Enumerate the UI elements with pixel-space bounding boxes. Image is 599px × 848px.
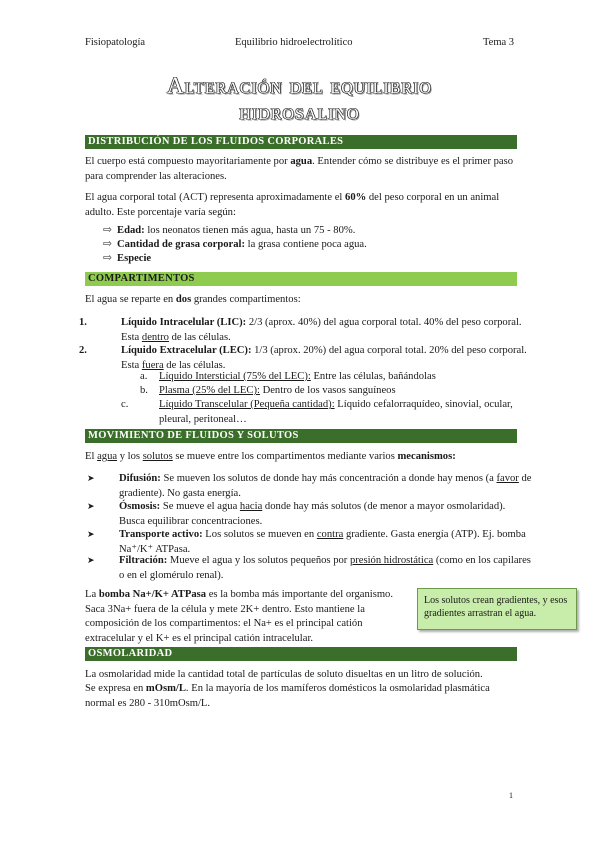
triangle-bullet-icon: ➤	[87, 501, 95, 511]
paragraph: El agua y los solutos se mueve entre los compartimentos mediante varios mecanismos:	[85, 451, 456, 462]
triangle-bullet-icon: ➤	[87, 529, 95, 539]
triangle-bullet-icon: ➤	[87, 555, 95, 565]
arrow-icon: ⇨	[103, 225, 112, 236]
list-item: b. Plasma (25% del LEC): Dentro de los vasos sanguíneos	[140, 385, 396, 396]
paragraph: El agua corporal total (ACT) representa aproximadamente el 60% del peso corporal en un animal adulto. Este porcentaje varía según:	[85, 192, 500, 218]
section-heading-compartimentos: COMPARTIMENTOS	[85, 272, 517, 286]
arrow-icon: ⇨	[103, 239, 112, 250]
header-unit: Tema 3	[483, 37, 515, 48]
list-item: 2. Líquido Extracelular (LEC): 1/3 (aprox. 20%) del agua corporal total. 20% del peso corporal. Esta fuera de las células.	[79, 345, 527, 371]
list-item: 1. Líquido Intracelular (LIC): 2/3 (aprox. 40%) del agua corporal total. 40% del peso corporal. Esta dentro de las células.	[79, 317, 522, 343]
paragraph: Se expresa en mOsm/L. En la mayoría de los mamíferos domésticos la osmolaridad plasmática normal es 280 - 310mOsm/L.	[85, 683, 490, 709]
list-item: ⇨ Especie	[103, 252, 517, 267]
list-item: a. Líquido Intersticial (75% del LEC): Entre las células, bañándolas	[140, 371, 436, 382]
callout-note: Los solutos crean gradientes, y esos gradientes arrastran el agua.	[417, 588, 577, 630]
section-heading-distribucion: DISTRIBUCIÓN DE LOS FLUIDOS CORPORALES	[85, 135, 517, 149]
page-title-line2: hidrosalino	[239, 99, 360, 124]
section-heading-osmolaridad: OSMOLARIDAD	[85, 647, 517, 661]
header-topic: Equilibrio hidroelectrolítico	[235, 37, 353, 48]
list-item: ➤ Transporte activo: Los solutos se mueven en contra gradiente. Gasta energía (ATP). Ej. bomba Na⁺/K⁺ ATPasa.	[87, 529, 526, 555]
list-item: ⇨ Cantidad de grasa corporal: la grasa contiene poca agua.	[103, 238, 517, 253]
paragraph: La osmolaridad mide la cantidad total de partículas de soluto disueltas en un litro de solución.	[85, 669, 483, 680]
page-number: 1	[509, 791, 513, 800]
list-item: ⇨ Edad: los neonatos tienen más agua, hasta un 75 - 80%.	[103, 224, 517, 239]
list-item: ➤ Filtración: Mueve el agua y los solutos pequeños por presión hidrostática (como en los capilares o en el glomérulo renal).	[87, 555, 531, 581]
paragraph: El cuerpo está compuesto mayoritariamente por agua. Entender cómo se distribuye es el primer paso para comprender las alteraciones.	[85, 156, 514, 182]
paragraph: La bomba Na+/K+ ATPasa es la bomba más importante del organismo. Saca 3Na+ fuera de la célula y mete 2K+ dentro. Esto mantiene la composición de los compartimentos: el Na+ es el principal catión extracelular y el K+ es el principal catión intracelular.	[85, 589, 393, 644]
paragraph: El agua se reparte en dos grandes compartimentos:	[85, 294, 301, 305]
page-title-line1: Alteración del equilibrio	[167, 73, 432, 98]
list-item: ➤ Difusión: Se mueven los solutos de donde hay más concentración a donde hay menos (a favor de gradiente). No gasta energía.	[87, 473, 532, 499]
triangle-bullet-icon: ➤	[87, 473, 95, 483]
arrow-icon: ⇨	[103, 253, 112, 264]
header-subject: Fisiopatología	[85, 37, 146, 48]
list-item: c. Líquido Transcelular (Pequeña cantidad): Líquido cefalorraquídeo, sinovial, ocular, pleural, peritoneal…	[121, 399, 513, 425]
list-item: ➤ Ósmosis: Se mueve el agua hacia donde hay más solutos (de menor a mayor osmolaridad). Busca equilibrar concentraciones.	[87, 501, 506, 527]
section-heading-movimiento: MOVIMIENTO DE FLUIDOS Y SOLUTOS	[85, 429, 517, 443]
